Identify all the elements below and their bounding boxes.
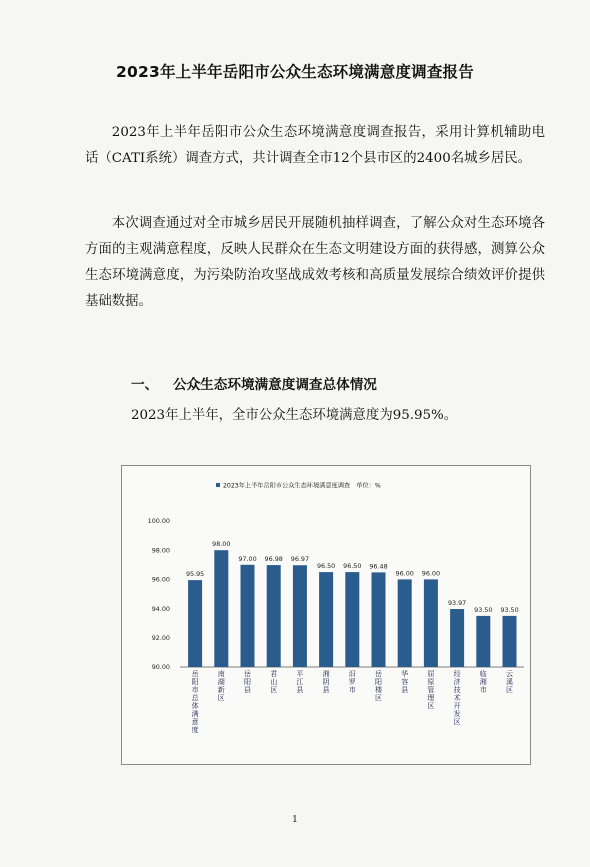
bar-value-label: 93.97 [447,599,467,608]
document-title: 2023年上半年岳阳市公众生态环境满意度调查报告 [116,63,474,81]
y-tick-label: 94.00 [151,604,170,613]
purpose-paragraph: 本次调查通过对全市城乡居民开展随机抽样调查，了解公众对生态环境各方面的主观满意程度，反映人民群众在生态文明建设方面的获得感，测算公众生态环境满意度，为污染防治攻坚战成效考核和高质量发展综合绩效评价提供基础数据。 [85,216,545,309]
bar-value-label: 93.50 [474,605,493,614]
chart-svg [122,466,530,764]
bar [293,565,307,667]
bar-value-label: 96.50 [316,562,336,571]
category-label: 岳阳县 [244,670,251,694]
category-label: 华容县 [401,670,409,694]
summary-sentence: 2023年上半年，全市公众生态环境满意度为95.95%。 [131,408,458,423]
intro-paragraph: 2023年上半年岳阳市公众生态环境满意度调查报告，采用计算机辅助电话（CATI系统）调查方式，共计调查全市12个县市区的2400名城乡居民。 [85,125,545,166]
bar-value-label: 96.97 [290,555,310,564]
chart-title: 2023年上半年岳阳市公众生态环境满意度调查 单位：% [223,482,381,490]
bar [188,580,202,667]
bar [241,565,255,667]
category-label: 岳阳市总体满意度 [191,670,199,734]
y-tick-label: 98.00 [151,546,170,555]
category-label: 云溪区 [506,670,513,694]
satisfaction-bar-chart [121,465,531,765]
section-number: 一、 [131,377,159,393]
bar-value-label: 96.48 [369,562,388,571]
category-label: 君山区 [270,670,278,694]
category-label: 汨罗市 [348,670,356,694]
bar [345,572,359,667]
category-label: 湘阴县 [322,670,330,694]
bar [503,616,517,667]
category-label: 南湖新区 [217,670,225,702]
category-label: 岳阳楼区 [375,670,382,702]
category-label: 经济技术开发区 [453,670,461,726]
legend-swatch [216,483,220,487]
y-tick-label: 90.00 [151,663,170,672]
category-labels-group [192,669,513,734]
bar [424,579,438,667]
bar-value-label: 95.95 [185,570,205,579]
bar-value-label: 98.00 [212,540,231,549]
page-number: 1 [292,815,298,825]
bar-value-label: 96.00 [421,569,441,578]
category-label: 平江县 [296,670,304,694]
bar [476,616,490,667]
bar [372,572,386,667]
section-title: 公众生态环境满意度调查总体情况 [173,377,377,393]
bar [398,579,412,667]
bar-value-label: 96.00 [395,569,414,578]
section-heading [131,373,377,393]
bar-value-label: 96.50 [343,562,362,571]
bar [214,550,228,667]
bar-value-label: 97.00 [238,554,257,563]
y-tick-label: 92.00 [151,634,170,642]
category-label: 屈原管理区 [427,670,435,710]
y-tick-label: 96.00 [151,575,170,584]
bar [267,565,281,667]
bar [450,609,464,667]
y-tick-label: 100.00 [147,517,170,526]
y-axis-ticks [148,517,170,671]
bar [319,572,333,667]
bar-value-label: 96.98 [264,555,283,564]
category-label: 临湘市 [479,670,487,694]
bar-value-label: 93.50 [500,605,519,614]
